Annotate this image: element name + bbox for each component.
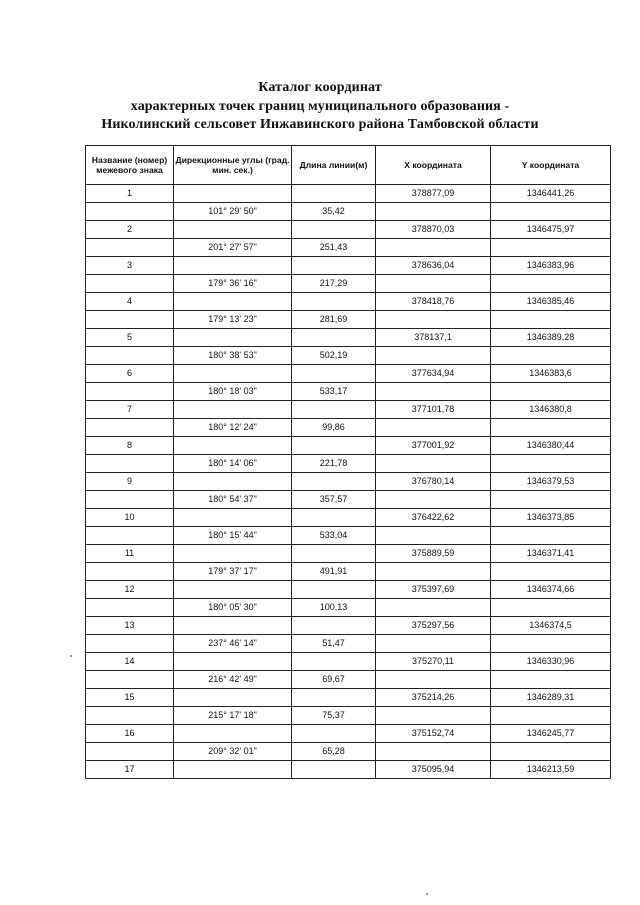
point-number: 1 <box>86 185 174 203</box>
empty-cell <box>86 311 174 329</box>
table-row-segment <box>86 491 611 509</box>
empty-cell <box>292 725 376 743</box>
direction-angle: 180° 18' 03" <box>174 383 292 401</box>
line-length: 533,04 <box>292 527 376 545</box>
empty-cell <box>174 509 292 527</box>
point-number: 9 <box>86 473 174 491</box>
point-number: 15 <box>86 689 174 707</box>
empty-cell <box>376 347 491 365</box>
point-number: 4 <box>86 293 174 311</box>
point-number: 10 <box>86 509 174 527</box>
point-number: 17 <box>86 761 174 779</box>
header-y-coordinate: Y координата <box>491 146 611 185</box>
table-row-point <box>86 725 611 743</box>
empty-cell <box>292 761 376 779</box>
header-point-name: Название (номер) межевого знака <box>86 146 174 185</box>
table-row-segment <box>86 383 611 401</box>
table-row-segment <box>86 239 611 257</box>
empty-cell <box>292 185 376 203</box>
empty-cell <box>491 563 611 581</box>
y-coordinate: 1346373,85 <box>491 509 611 527</box>
x-coordinate: 375270,11 <box>376 653 491 671</box>
empty-cell <box>292 293 376 311</box>
point-number: 3 <box>86 257 174 275</box>
y-coordinate: 1346383,96 <box>491 257 611 275</box>
point-number: 13 <box>86 617 174 635</box>
header-line-length: Длина линии(м) <box>292 146 376 185</box>
empty-cell <box>376 707 491 725</box>
y-coordinate: 1346374,66 <box>491 581 611 599</box>
table-row-segment <box>86 635 611 653</box>
empty-cell <box>292 365 376 383</box>
empty-cell <box>376 491 491 509</box>
direction-angle: 180° 12' 24" <box>174 419 292 437</box>
table-row-segment <box>86 599 611 617</box>
empty-cell <box>491 527 611 545</box>
empty-cell <box>376 419 491 437</box>
table-row-point <box>86 437 611 455</box>
line-length: 491,91 <box>292 563 376 581</box>
x-coordinate: 375397,69 <box>376 581 491 599</box>
point-number: 6 <box>86 365 174 383</box>
direction-angle: 179° 37' 17" <box>174 563 292 581</box>
empty-cell <box>86 707 174 725</box>
table-row-point <box>86 509 611 527</box>
point-number: 2 <box>86 221 174 239</box>
line-length: 357,57 <box>292 491 376 509</box>
table-row-segment <box>86 311 611 329</box>
empty-cell <box>491 311 611 329</box>
empty-cell <box>292 689 376 707</box>
empty-cell <box>491 707 611 725</box>
point-number: 7 <box>86 401 174 419</box>
x-coordinate: 375095,94 <box>376 761 491 779</box>
empty-cell <box>86 455 174 473</box>
table-row-segment <box>86 743 611 761</box>
x-coordinate: 375214,26 <box>376 689 491 707</box>
line-length: 502,19 <box>292 347 376 365</box>
table-row-point <box>86 653 611 671</box>
direction-angle: 216° 42' 49" <box>174 671 292 689</box>
point-number: 12 <box>86 581 174 599</box>
empty-cell <box>491 347 611 365</box>
empty-cell <box>86 743 174 761</box>
direction-angle: 180° 54' 37" <box>174 491 292 509</box>
x-coordinate: 378870,03 <box>376 221 491 239</box>
empty-cell <box>86 563 174 581</box>
empty-cell <box>174 257 292 275</box>
empty-cell <box>491 455 611 473</box>
y-coordinate: 1346374,5 <box>491 617 611 635</box>
empty-cell <box>376 311 491 329</box>
empty-cell <box>491 239 611 257</box>
table-row-point <box>86 581 611 599</box>
table-row-point <box>86 185 611 203</box>
table-row-point <box>86 221 611 239</box>
direction-angle: 201° 27' 57" <box>174 239 292 257</box>
empty-cell <box>174 473 292 491</box>
y-coordinate: 1346475,97 <box>491 221 611 239</box>
y-coordinate: 1346213,59 <box>491 761 611 779</box>
y-coordinate: 1346245,77 <box>491 725 611 743</box>
empty-cell <box>86 383 174 401</box>
empty-cell <box>491 671 611 689</box>
table-row-point <box>86 545 611 563</box>
empty-cell <box>491 203 611 221</box>
y-coordinate: 1346380,44 <box>491 437 611 455</box>
line-length: 221,78 <box>292 455 376 473</box>
empty-cell <box>292 653 376 671</box>
empty-cell <box>86 275 174 293</box>
direction-angle: 180° 05' 30" <box>174 599 292 617</box>
table-row-segment <box>86 419 611 437</box>
empty-cell <box>292 545 376 563</box>
y-coordinate: 1346330,96 <box>491 653 611 671</box>
empty-cell <box>174 185 292 203</box>
table-row-segment <box>86 455 611 473</box>
y-coordinate: 1346379,53 <box>491 473 611 491</box>
line-length: 35,42 <box>292 203 376 221</box>
empty-cell <box>292 581 376 599</box>
empty-cell <box>376 635 491 653</box>
line-length: 65,28 <box>292 743 376 761</box>
empty-cell <box>174 725 292 743</box>
header-direction-angle: Дирекционные углы (град. мин. сек.) <box>174 146 292 185</box>
empty-cell <box>86 671 174 689</box>
empty-cell <box>292 437 376 455</box>
table-row-segment <box>86 707 611 725</box>
empty-cell <box>86 491 174 509</box>
y-coordinate: 1346389,28 <box>491 329 611 347</box>
x-coordinate: 377634,94 <box>376 365 491 383</box>
line-length: 51,47 <box>292 635 376 653</box>
table-row-point <box>86 257 611 275</box>
empty-cell <box>174 581 292 599</box>
empty-cell <box>174 653 292 671</box>
line-length: 251,43 <box>292 239 376 257</box>
direction-angle: 237° 46' 14" <box>174 635 292 653</box>
empty-cell <box>376 527 491 545</box>
point-number: 8 <box>86 437 174 455</box>
empty-cell <box>292 401 376 419</box>
x-coordinate: 377001,92 <box>376 437 491 455</box>
line-length: 99,86 <box>292 419 376 437</box>
empty-cell <box>174 329 292 347</box>
empty-cell <box>376 203 491 221</box>
y-coordinate: 1346383,6 <box>491 365 611 383</box>
table-row-point <box>86 761 611 779</box>
title-line-3: Николинский сельсовет Инжавинского района Тамбовской области <box>101 117 539 132</box>
direction-angle: 180° 15' 44" <box>174 527 292 545</box>
point-number: 11 <box>86 545 174 563</box>
table-row-segment <box>86 563 611 581</box>
empty-cell <box>292 257 376 275</box>
x-coordinate: 375152,74 <box>376 725 491 743</box>
table-row-point <box>86 401 611 419</box>
table-row-point <box>86 689 611 707</box>
table-row-point <box>86 293 611 311</box>
empty-cell <box>86 599 174 617</box>
line-length: 533,17 <box>292 383 376 401</box>
point-number: 16 <box>86 725 174 743</box>
empty-cell <box>376 743 491 761</box>
empty-cell <box>86 527 174 545</box>
document-title <box>0 79 640 135</box>
empty-cell <box>174 761 292 779</box>
empty-cell <box>491 419 611 437</box>
empty-cell <box>491 635 611 653</box>
direction-angle: 215° 17' 18" <box>174 707 292 725</box>
direction-angle: 209° 32' 01" <box>174 743 292 761</box>
y-coordinate: 1346441,26 <box>491 185 611 203</box>
table-body <box>86 185 611 779</box>
empty-cell <box>376 239 491 257</box>
table-row-segment <box>86 347 611 365</box>
x-coordinate: 376780,14 <box>376 473 491 491</box>
empty-cell <box>292 473 376 491</box>
empty-cell <box>86 419 174 437</box>
scan-speck <box>426 893 428 895</box>
empty-cell <box>491 743 611 761</box>
table-row-segment <box>86 671 611 689</box>
empty-cell <box>86 203 174 221</box>
empty-cell <box>491 275 611 293</box>
table-row-point <box>86 365 611 383</box>
empty-cell <box>174 221 292 239</box>
coordinates-table <box>85 145 611 779</box>
table-header-row <box>86 146 611 185</box>
direction-angle: 179° 13' 23" <box>174 311 292 329</box>
empty-cell <box>491 491 611 509</box>
direction-angle: 101° 29' 50" <box>174 203 292 221</box>
empty-cell <box>174 401 292 419</box>
header-x-coordinate: X координата <box>376 146 491 185</box>
empty-cell <box>86 347 174 365</box>
line-length: 75,37 <box>292 707 376 725</box>
x-coordinate: 375889,59 <box>376 545 491 563</box>
y-coordinate: 1346380,8 <box>491 401 611 419</box>
line-length: 281,69 <box>292 311 376 329</box>
direction-angle: 180° 14' 06" <box>174 455 292 473</box>
title-line-2: характерных точек границ муниципального образования - <box>130 98 510 114</box>
empty-cell <box>376 383 491 401</box>
y-coordinate: 1346289,31 <box>491 689 611 707</box>
direction-angle: 179° 36' 16" <box>174 275 292 293</box>
empty-cell <box>174 437 292 455</box>
line-length: 69,67 <box>292 671 376 689</box>
empty-cell <box>174 689 292 707</box>
empty-cell <box>292 509 376 527</box>
x-coordinate: 375297,56 <box>376 617 491 635</box>
empty-cell <box>174 545 292 563</box>
empty-cell <box>491 383 611 401</box>
x-coordinate: 378636,04 <box>376 257 491 275</box>
line-length: 217,29 <box>292 275 376 293</box>
empty-cell <box>292 221 376 239</box>
point-number: 5 <box>86 329 174 347</box>
table-row-segment <box>86 275 611 293</box>
table-row-segment <box>86 203 611 221</box>
empty-cell <box>376 455 491 473</box>
x-coordinate: 378137,1 <box>376 329 491 347</box>
empty-cell <box>174 365 292 383</box>
table-row-segment <box>86 527 611 545</box>
x-coordinate: 376422,62 <box>376 509 491 527</box>
x-coordinate: 378877,09 <box>376 185 491 203</box>
empty-cell <box>376 599 491 617</box>
line-length: 100,13 <box>292 599 376 617</box>
title-line-1: Каталог координат <box>258 80 382 95</box>
empty-cell <box>376 275 491 293</box>
empty-cell <box>376 671 491 689</box>
y-coordinate: 1346371,41 <box>491 545 611 563</box>
empty-cell <box>86 635 174 653</box>
empty-cell <box>376 563 491 581</box>
empty-cell <box>292 329 376 347</box>
empty-cell <box>174 617 292 635</box>
direction-angle: 180° 38' 53" <box>174 347 292 365</box>
x-coordinate: 377101,78 <box>376 401 491 419</box>
table-row-point <box>86 473 611 491</box>
x-coordinate: 378418,76 <box>376 293 491 311</box>
empty-cell <box>491 599 611 617</box>
empty-cell <box>292 617 376 635</box>
empty-cell <box>86 239 174 257</box>
point-number: 14 <box>86 653 174 671</box>
y-coordinate: 1346385,46 <box>491 293 611 311</box>
table-row-point <box>86 329 611 347</box>
table-row-point <box>86 617 611 635</box>
scan-speck <box>70 655 72 657</box>
empty-cell <box>174 293 292 311</box>
